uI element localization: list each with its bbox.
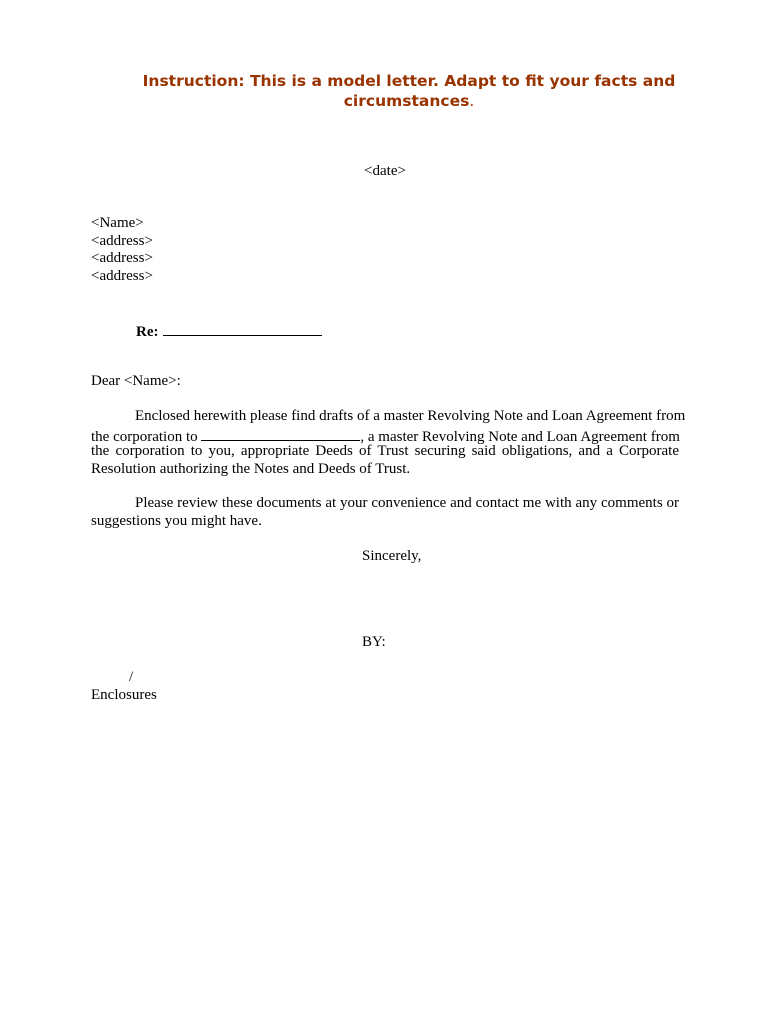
instruction-text: Instruction: This is a model letter. Adapt to fit your facts and circumstances	[142, 72, 676, 110]
paragraph-line	[91, 495, 679, 513]
paragraph-line-text: Enclosed herewith please find drafts of a master Revolving Note and Loan Agreement from	[135, 408, 686, 424]
body-paragraph-2	[91, 495, 679, 530]
typist-initials: /	[129, 669, 134, 685]
re-label: Re:	[136, 324, 159, 340]
recipient-address-line: <address>	[91, 250, 153, 266]
paragraph-line	[91, 513, 679, 531]
recipient-address-line: <address>	[91, 267, 153, 284]
paragraph-line-text: suggestions you might have.	[91, 512, 262, 529]
recipient-address-block	[91, 215, 153, 285]
paragraph-line-text: , a master Revolving Note and Loan Agreement from	[360, 428, 680, 445]
paragraph-line	[91, 426, 679, 444]
re-blank-field[interactable]	[163, 321, 322, 336]
paragraph-line	[91, 461, 679, 479]
paragraph-line	[91, 443, 679, 461]
paragraph-line-text: the corporation to you, appropriate Deeds of Trust securing said obligations, and a Corporate	[91, 443, 679, 459]
body-paragraph-1	[91, 408, 686, 478]
salutation: Dear <Name>:	[91, 373, 181, 389]
recipient-name: <Name>	[91, 215, 144, 231]
paragraph-line	[91, 408, 686, 426]
closing: Sincerely,	[362, 548, 422, 564]
paragraph-line-text: Resolution authorizing the Notes and Deeds of Trust.	[91, 460, 411, 477]
instruction-period: .	[469, 92, 475, 110]
paragraph-line-text: the corporation to	[91, 428, 198, 445]
enclosures-label: Enclosures	[91, 687, 157, 703]
signature-by-label: BY:	[362, 634, 386, 650]
letter-date: <date>	[364, 163, 406, 179]
corporation-blank-field[interactable]	[201, 426, 360, 441]
recipient-address-line: <address>	[91, 232, 153, 249]
instruction-heading	[120, 71, 698, 111]
re-line	[136, 321, 322, 342]
paragraph-line-text: Please review these documents at your convenience and contact me with any comments or	[135, 495, 679, 511]
